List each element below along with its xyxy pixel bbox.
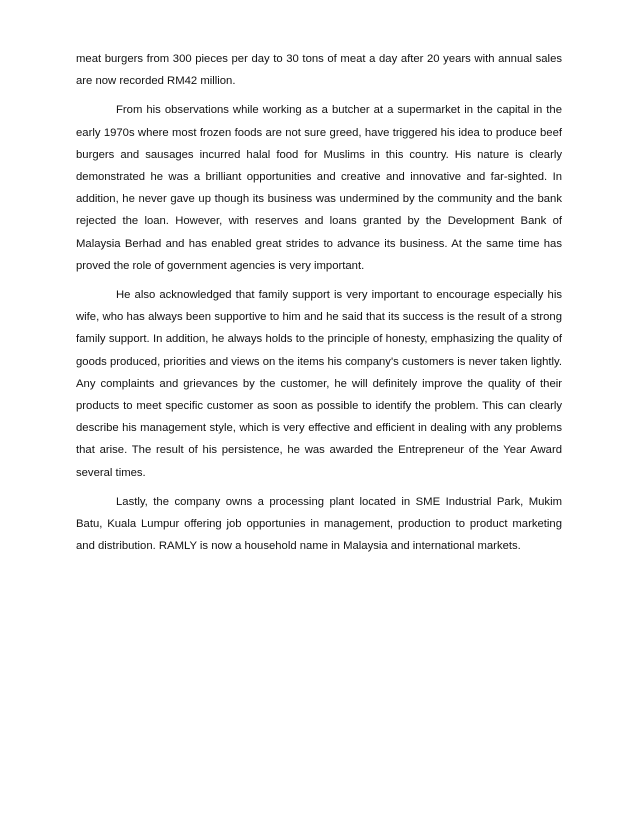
paragraph-observations: From his observations while working as a butcher at a supermarket in the capital in the early 1970s where most frozen foods are not sure greed, have triggered his idea to produce beef burgers and sausages incurred halal food for Muslims in this country. His nature is clearly demonstrated he was a brilliant opportunities and creative and innovative and far-sighted. In addition, he never gave up though its business was undermined by the community and the bank rejected the loan. However, with reserves and loans granted by the Development Bank of Malaysia Berhad and has enabled great strides to advance its business. At the same time has proved the role of government agencies is very important. <box>76 104 562 272</box>
paragraph-processing-plant: Lastly, the company owns a processing plant located in SME Industrial Park, Mukim Batu, Kuala Lumpur offering job opportunies in management, production to product marketing and distribution. RAMLY is now a household name in Malaysia and international markets. <box>76 495 562 553</box>
paragraph-continued-intro: meat burgers from 300 pieces per day to 30 tons of meat a day after 20 years with annual sales are now recorded RM42 million. <box>76 53 562 88</box>
paragraph-family-support: He also acknowledged that family support is very important to encourage especially his wife, who has always been supportive to him and he said that its success is the result of a strong family support. In addition, he always holds to the principle of honesty, emphasizing the quality of goods produced, priorities and views on the items his company's customers is never taken lightly. Any complaints and grievances by the customer, he will definitely improve the quality of their products to meet specific customer as soon as possible to identify the problem. This can clearly describe his management style, which is very effective and efficient in dealing with any problems that arise. The result of his persistence, he was awarded the Entrepreneur of the Year Award several times. <box>76 289 562 479</box>
document-body <box>76 48 562 564</box>
